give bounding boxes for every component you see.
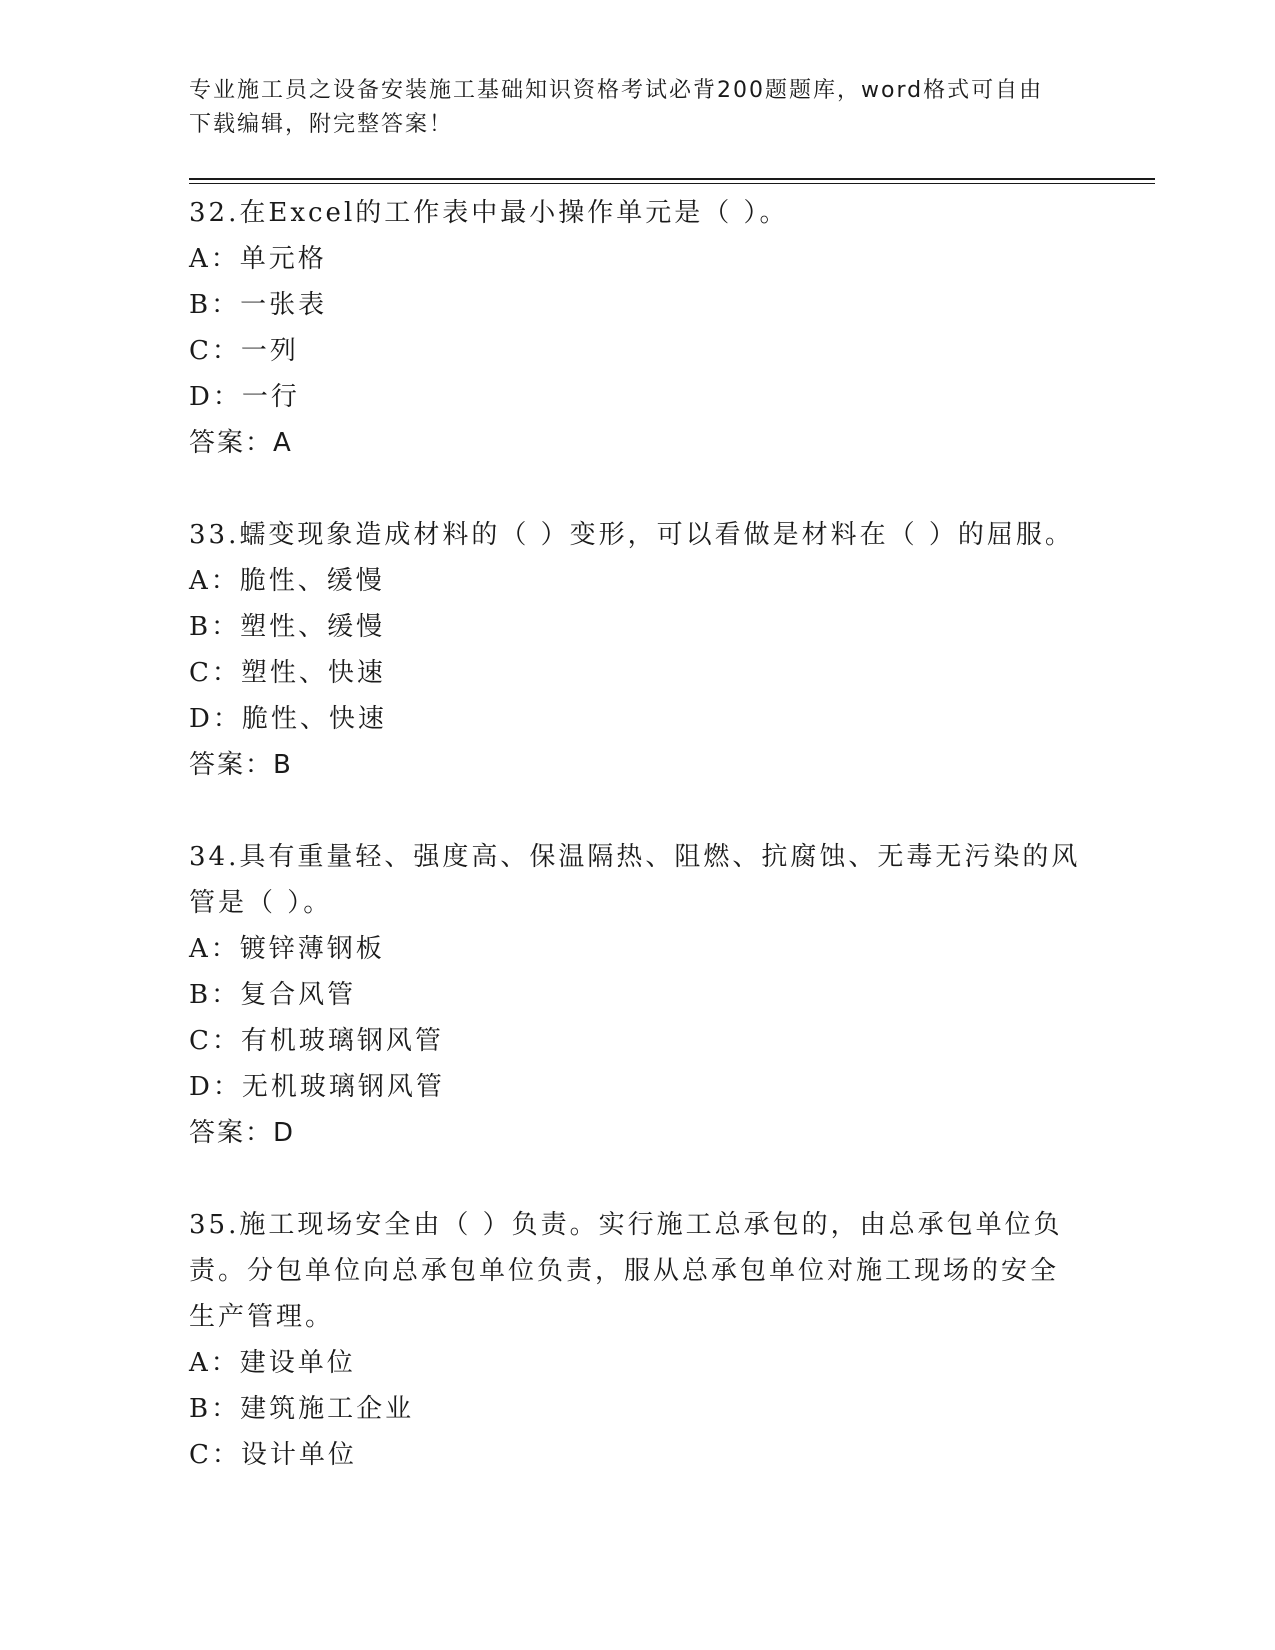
option-c: C：有机玻璃钢风管 [189, 1026, 444, 1056]
spacer [189, 1156, 1089, 1202]
option-b: B：建筑施工企业 [189, 1394, 415, 1424]
question-text-continued: 生产管理。 [189, 1302, 335, 1332]
question-text: 35.施工现场安全由（ ）负责。实行施工总承包的，由总承包单位负 [189, 1210, 1063, 1240]
option-c: C：设计单位 [189, 1440, 357, 1470]
answer-text: 答案：B [189, 750, 293, 780]
spacer [189, 788, 1089, 834]
option-a: A：建设单位 [189, 1348, 356, 1378]
question-text: 32.在Excel的工作表中最小操作单元是（ ）。 [189, 198, 789, 228]
document-header [189, 74, 1089, 142]
option-d: D：一行 [189, 382, 300, 412]
question-text: 34.具有重量轻、强度高、保温隔热、阻燃、抗腐蚀、无毒无污染的风 [189, 842, 1081, 872]
question-text-continued: 责。分包单位向总承包单位负责，服从总承包单位对施工现场的安全 [189, 1256, 1060, 1286]
header-line-2: 下载编辑，附完整答案！ [189, 112, 454, 137]
option-b: B：塑性、缓慢 [189, 612, 386, 642]
question-list [189, 190, 1089, 1478]
question-block [189, 1202, 1089, 1478]
header-divider-thick [189, 178, 1155, 180]
answer-text: 答案：A [189, 428, 293, 458]
option-c: C：塑性、快速 [189, 658, 386, 688]
answer-text: 答案：D [189, 1118, 296, 1148]
question-block [189, 834, 1089, 1156]
option-b: B：一张表 [189, 290, 328, 320]
header-divider-thin [189, 183, 1155, 184]
option-a: A：单元格 [189, 244, 327, 274]
option-b: B：复合风管 [189, 980, 357, 1010]
option-a: A：脆性、缓慢 [189, 566, 385, 596]
option-a: A：镀锌薄钢板 [189, 934, 385, 964]
option-d: D：无机玻璃钢风管 [189, 1072, 445, 1102]
question-text: 33.蠕变现象造成材料的（ ）变形，可以看做是材料在（ ）的屈服。 [189, 520, 1074, 550]
option-c: C：一列 [189, 336, 299, 366]
option-d: D：脆性、快速 [189, 704, 387, 734]
header-line-1: 专业施工员之设备安装施工基础知识资格考试必背200题题库，word格式可自由 [189, 78, 1044, 103]
question-block [189, 512, 1089, 788]
question-block [189, 190, 1089, 466]
spacer [189, 466, 1089, 512]
question-text-continued: 管是（ ）。 [189, 888, 333, 918]
